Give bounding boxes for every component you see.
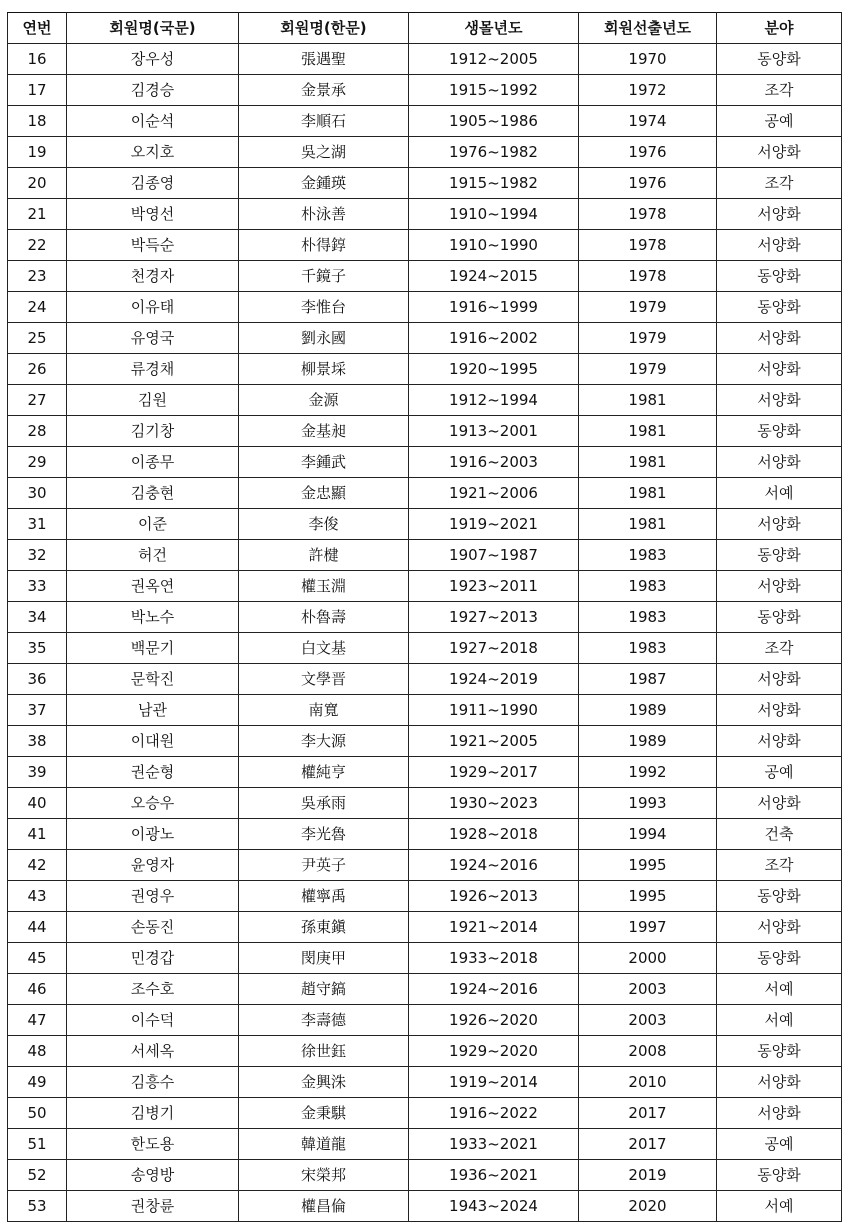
cell-name-korean: 이준 [67,509,239,540]
cell-name-korean: 유영국 [67,323,239,354]
cell-field: 서양화 [717,664,842,695]
cell-name-hanja: 朴泳善 [239,199,409,230]
table-row [8,819,842,850]
cell-field: 서양화 [717,788,842,819]
cell-field: 공예 [717,106,842,137]
cell-field: 서양화 [717,230,842,261]
cell-name-korean: 이광노 [67,819,239,850]
cell-no: 48 [8,1036,67,1067]
cell-field: 공예 [717,757,842,788]
cell-name-korean: 백문기 [67,633,239,664]
cell-field: 동양화 [717,261,842,292]
cell-lifespan: 1924~2016 [409,974,579,1005]
cell-elected-year: 2017 [579,1129,717,1160]
cell-no: 32 [8,540,67,571]
table-row [8,199,842,230]
table-row [8,385,842,416]
cell-name-korean: 김충현 [67,478,239,509]
table-row [8,261,842,292]
cell-name-hanja: 金源 [239,385,409,416]
table-row [8,726,842,757]
cell-name-korean: 이수덕 [67,1005,239,1036]
cell-lifespan: 1915~1982 [409,168,579,199]
cell-no: 22 [8,230,67,261]
cell-field: 동양화 [717,44,842,75]
cell-field: 동양화 [717,292,842,323]
cell-name-hanja: 宋榮邦 [239,1160,409,1191]
cell-elected-year: 1983 [579,633,717,664]
cell-elected-year: 2019 [579,1160,717,1191]
cell-lifespan: 1926~2020 [409,1005,579,1036]
cell-field: 서예 [717,974,842,1005]
cell-name-hanja: 金興洙 [239,1067,409,1098]
cell-name-hanja: 南寬 [239,695,409,726]
cell-no: 31 [8,509,67,540]
cell-lifespan: 1907~1987 [409,540,579,571]
cell-lifespan: 1916~2003 [409,447,579,478]
cell-name-hanja: 白文基 [239,633,409,664]
cell-elected-year: 1983 [579,540,717,571]
cell-lifespan: 1943~2024 [409,1191,579,1222]
cell-lifespan: 1926~2013 [409,881,579,912]
table-row [8,509,842,540]
table-row [8,137,842,168]
cell-name-korean: 민경갑 [67,943,239,974]
cell-name-hanja: 權純亨 [239,757,409,788]
cell-elected-year: 1972 [579,75,717,106]
members-table [7,12,842,1222]
cell-field: 서양화 [717,509,842,540]
cell-no: 44 [8,912,67,943]
header-elected-year: 회원선출년도 [579,13,717,44]
cell-name-korean: 오지호 [67,137,239,168]
cell-name-hanja: 金鍾瑛 [239,168,409,199]
cell-lifespan: 1916~1999 [409,292,579,323]
cell-field: 서예 [717,1005,842,1036]
cell-no: 16 [8,44,67,75]
cell-elected-year: 1983 [579,571,717,602]
table-row [8,788,842,819]
cell-name-hanja: 權昌倫 [239,1191,409,1222]
cell-name-korean: 류경채 [67,354,239,385]
cell-lifespan: 1923~2011 [409,571,579,602]
table-row [8,1005,842,1036]
cell-field: 서양화 [717,571,842,602]
cell-field: 동양화 [717,943,842,974]
cell-field: 서양화 [717,385,842,416]
cell-field: 서양화 [717,695,842,726]
cell-name-korean: 장우성 [67,44,239,75]
table-row [8,912,842,943]
cell-elected-year: 1987 [579,664,717,695]
cell-field: 동양화 [717,881,842,912]
cell-lifespan: 1976~1982 [409,137,579,168]
cell-name-korean: 권옥연 [67,571,239,602]
table-row [8,757,842,788]
table-row [8,974,842,1005]
cell-name-korean: 김기창 [67,416,239,447]
cell-elected-year: 1979 [579,354,717,385]
cell-name-korean: 조수호 [67,974,239,1005]
cell-no: 21 [8,199,67,230]
table-row [8,168,842,199]
cell-field: 조각 [717,75,842,106]
table-row [8,230,842,261]
cell-elected-year: 2000 [579,943,717,974]
cell-elected-year: 1978 [579,261,717,292]
cell-lifespan: 1929~2020 [409,1036,579,1067]
cell-elected-year: 1995 [579,881,717,912]
cell-elected-year: 1997 [579,912,717,943]
cell-no: 42 [8,850,67,881]
cell-no: 28 [8,416,67,447]
cell-name-korean: 김원 [67,385,239,416]
cell-no: 43 [8,881,67,912]
cell-name-hanja: 權玉淵 [239,571,409,602]
cell-no: 53 [8,1191,67,1222]
cell-elected-year: 2003 [579,974,717,1005]
cell-name-hanja: 張遇聖 [239,44,409,75]
cell-name-hanja: 金秉騏 [239,1098,409,1129]
cell-name-korean: 이유태 [67,292,239,323]
cell-name-hanja: 許楗 [239,540,409,571]
cell-lifespan: 1921~2005 [409,726,579,757]
cell-name-hanja: 金基昶 [239,416,409,447]
cell-name-korean: 이순석 [67,106,239,137]
cell-lifespan: 1910~1994 [409,199,579,230]
cell-field: 동양화 [717,540,842,571]
cell-elected-year: 1995 [579,850,717,881]
table-header [8,13,842,44]
cell-lifespan: 1933~2021 [409,1129,579,1160]
table-row [8,1036,842,1067]
cell-lifespan: 1921~2006 [409,478,579,509]
table-row [8,292,842,323]
cell-no: 25 [8,323,67,354]
cell-field: 서양화 [717,323,842,354]
cell-no: 36 [8,664,67,695]
table-row [8,1098,842,1129]
cell-lifespan: 1927~2013 [409,602,579,633]
cell-name-hanja: 權寧禹 [239,881,409,912]
cell-elected-year: 1976 [579,168,717,199]
cell-lifespan: 1919~2014 [409,1067,579,1098]
cell-no: 46 [8,974,67,1005]
cell-no: 17 [8,75,67,106]
cell-name-hanja: 金忠顯 [239,478,409,509]
header-row [8,13,842,44]
cell-name-korean: 한도용 [67,1129,239,1160]
cell-name-korean: 박득순 [67,230,239,261]
cell-elected-year: 1976 [579,137,717,168]
cell-lifespan: 1928~2018 [409,819,579,850]
cell-no: 39 [8,757,67,788]
cell-name-hanja: 金景承 [239,75,409,106]
cell-no: 38 [8,726,67,757]
cell-field: 서양화 [717,354,842,385]
table-row [8,1129,842,1160]
header-no: 연번 [8,13,67,44]
cell-name-hanja: 韓道龍 [239,1129,409,1160]
cell-no: 49 [8,1067,67,1098]
cell-no: 23 [8,261,67,292]
cell-name-hanja: 吳承雨 [239,788,409,819]
cell-no: 34 [8,602,67,633]
cell-name-hanja: 李鍾武 [239,447,409,478]
table-row [8,1067,842,1098]
table-row [8,1160,842,1191]
cell-field: 서양화 [717,1098,842,1129]
cell-elected-year: 2020 [579,1191,717,1222]
cell-name-hanja: 徐世鈺 [239,1036,409,1067]
table-row [8,75,842,106]
cell-field: 조각 [717,850,842,881]
cell-lifespan: 1936~2021 [409,1160,579,1191]
table-row [8,478,842,509]
table-row [8,633,842,664]
cell-field: 서양화 [717,726,842,757]
cell-name-hanja: 柳景埰 [239,354,409,385]
cell-elected-year: 2017 [579,1098,717,1129]
cell-elected-year: 1979 [579,292,717,323]
cell-lifespan: 1930~2023 [409,788,579,819]
table-row [8,44,842,75]
cell-name-korean: 남관 [67,695,239,726]
cell-lifespan: 1916~2022 [409,1098,579,1129]
table-row [8,602,842,633]
cell-field: 서양화 [717,912,842,943]
cell-field: 동양화 [717,1036,842,1067]
cell-lifespan: 1910~1990 [409,230,579,261]
cell-name-korean: 김병기 [67,1098,239,1129]
cell-lifespan: 1912~1994 [409,385,579,416]
cell-elected-year: 1979 [579,323,717,354]
cell-elected-year: 1993 [579,788,717,819]
cell-elected-year: 1981 [579,478,717,509]
cell-no: 24 [8,292,67,323]
cell-field: 공예 [717,1129,842,1160]
cell-name-korean: 김경승 [67,75,239,106]
cell-field: 조각 [717,633,842,664]
cell-lifespan: 1927~2018 [409,633,579,664]
cell-no: 30 [8,478,67,509]
cell-name-hanja: 趙守鎬 [239,974,409,1005]
cell-elected-year: 1981 [579,509,717,540]
cell-no: 19 [8,137,67,168]
cell-elected-year: 1994 [579,819,717,850]
cell-lifespan: 1905~1986 [409,106,579,137]
header-lifespan: 생몰년도 [409,13,579,44]
cell-elected-year: 1981 [579,447,717,478]
cell-name-hanja: 李壽德 [239,1005,409,1036]
cell-name-korean: 문학진 [67,664,239,695]
table-row [8,323,842,354]
cell-no: 47 [8,1005,67,1036]
table-row [8,106,842,137]
cell-lifespan: 1919~2021 [409,509,579,540]
cell-name-korean: 서세옥 [67,1036,239,1067]
cell-name-korean: 천경자 [67,261,239,292]
cell-field: 서양화 [717,137,842,168]
cell-no: 18 [8,106,67,137]
cell-no: 26 [8,354,67,385]
cell-name-korean: 김흥수 [67,1067,239,1098]
cell-field: 서예 [717,1191,842,1222]
cell-elected-year: 1981 [579,385,717,416]
cell-no: 41 [8,819,67,850]
cell-elected-year: 1989 [579,726,717,757]
cell-elected-year: 2008 [579,1036,717,1067]
cell-lifespan: 1911~1990 [409,695,579,726]
cell-name-korean: 박노수 [67,602,239,633]
cell-no: 33 [8,571,67,602]
cell-lifespan: 1924~2019 [409,664,579,695]
cell-elected-year: 2010 [579,1067,717,1098]
table-row [8,664,842,695]
cell-no: 52 [8,1160,67,1191]
cell-no: 20 [8,168,67,199]
cell-elected-year: 1981 [579,416,717,447]
cell-no: 35 [8,633,67,664]
header-name-hanja: 회원명(한문) [239,13,409,44]
cell-field: 서양화 [717,1067,842,1098]
cell-lifespan: 1915~1992 [409,75,579,106]
cell-field: 서예 [717,478,842,509]
cell-field: 동양화 [717,602,842,633]
cell-lifespan: 1933~2018 [409,943,579,974]
cell-name-korean: 권영우 [67,881,239,912]
cell-lifespan: 1924~2016 [409,850,579,881]
cell-elected-year: 1992 [579,757,717,788]
table-row [8,850,842,881]
cell-elected-year: 1974 [579,106,717,137]
cell-name-hanja: 朴得錞 [239,230,409,261]
header-field: 분야 [717,13,842,44]
cell-field: 조각 [717,168,842,199]
table-row [8,540,842,571]
cell-name-hanja: 李順石 [239,106,409,137]
cell-lifespan: 1920~1995 [409,354,579,385]
cell-no: 51 [8,1129,67,1160]
cell-name-hanja: 李惟台 [239,292,409,323]
cell-lifespan: 1912~2005 [409,44,579,75]
header-name-korean: 회원명(국문) [67,13,239,44]
cell-no: 40 [8,788,67,819]
cell-field: 동양화 [717,1160,842,1191]
cell-elected-year: 1978 [579,230,717,261]
table-body [8,44,842,1222]
cell-name-hanja: 尹英子 [239,850,409,881]
table-row [8,881,842,912]
cell-name-korean: 이대원 [67,726,239,757]
cell-name-hanja: 文學晋 [239,664,409,695]
cell-no: 45 [8,943,67,974]
cell-name-korean: 권창륜 [67,1191,239,1222]
cell-field: 동양화 [717,416,842,447]
table-row [8,1191,842,1222]
cell-lifespan: 1921~2014 [409,912,579,943]
cell-elected-year: 1970 [579,44,717,75]
cell-no: 37 [8,695,67,726]
table-row [8,447,842,478]
table-row [8,695,842,726]
cell-field: 서양화 [717,447,842,478]
cell-name-korean: 손동진 [67,912,239,943]
cell-elected-year: 2003 [579,1005,717,1036]
cell-no: 27 [8,385,67,416]
cell-name-hanja: 吳之湖 [239,137,409,168]
cell-elected-year: 1983 [579,602,717,633]
cell-name-hanja: 劉永國 [239,323,409,354]
cell-no: 29 [8,447,67,478]
cell-name-korean: 윤영자 [67,850,239,881]
cell-name-korean: 박영선 [67,199,239,230]
cell-name-korean: 이종무 [67,447,239,478]
table-row [8,416,842,447]
table-row [8,571,842,602]
table-row [8,354,842,385]
cell-name-hanja: 閔庚甲 [239,943,409,974]
cell-name-korean: 허건 [67,540,239,571]
cell-name-hanja: 朴魯壽 [239,602,409,633]
cell-name-hanja: 千鏡子 [239,261,409,292]
cell-elected-year: 1989 [579,695,717,726]
cell-lifespan: 1916~2002 [409,323,579,354]
cell-elected-year: 1978 [579,199,717,230]
cell-field: 서양화 [717,199,842,230]
cell-lifespan: 1924~2015 [409,261,579,292]
cell-field: 건축 [717,819,842,850]
cell-name-hanja: 孫東鎭 [239,912,409,943]
cell-lifespan: 1913~2001 [409,416,579,447]
cell-name-korean: 오승우 [67,788,239,819]
cell-name-korean: 김종영 [67,168,239,199]
cell-lifespan: 1929~2017 [409,757,579,788]
cell-name-hanja: 李俊 [239,509,409,540]
cell-name-korean: 권순형 [67,757,239,788]
table-row [8,943,842,974]
cell-name-hanja: 李光魯 [239,819,409,850]
cell-no: 50 [8,1098,67,1129]
cell-name-korean: 송영방 [67,1160,239,1191]
cell-name-hanja: 李大源 [239,726,409,757]
